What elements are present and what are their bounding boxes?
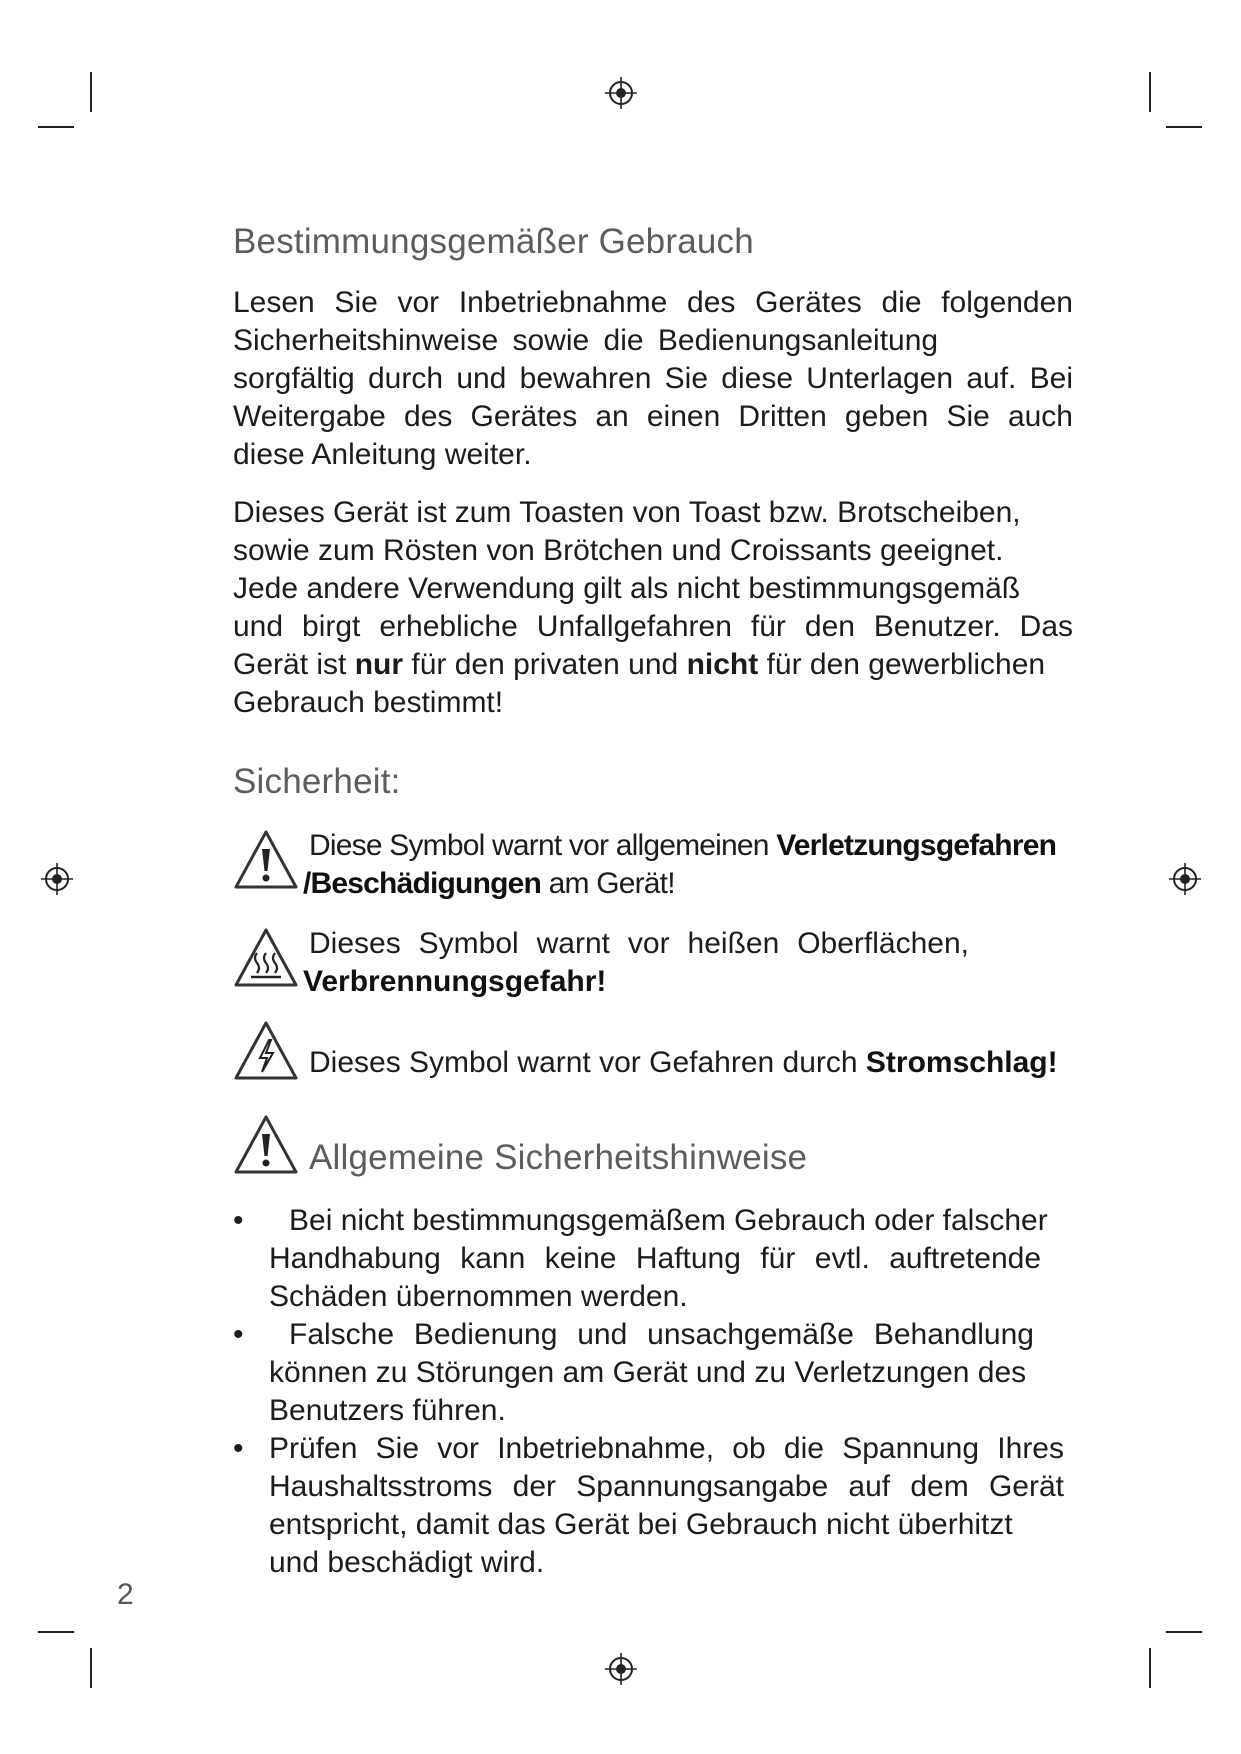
hot-surface-warning-text: Dieses Symbol warnt vor heißen Oberflächen, xyxy=(309,927,969,960)
text-line: Weitergabe des Gerätes an einen Dritten geben Sie auch xyxy=(233,400,1073,433)
registration-mark-icon xyxy=(604,76,638,110)
bullet-icon: • xyxy=(233,1204,244,1237)
intended-use-paragraph-2 xyxy=(233,494,1073,722)
warning-emphasis: Verbrennungsgefahr! xyxy=(303,965,607,998)
warning-text: Diese Symbol warnt vor allgemeinen xyxy=(309,829,777,862)
text-line: Lesen Sie vor Inbetriebnahme des Gerätes die folgenden xyxy=(233,286,1073,319)
text-line: Falsche Bedienung und unsachgemäße Behandlung xyxy=(289,1318,1034,1351)
general-safety-title: Allgemeine Sicherheitshinweise xyxy=(309,1138,808,1177)
warning-text: Dieses Symbol warnt vor Gefahren durch xyxy=(309,1046,866,1079)
registration-mark-icon xyxy=(604,1652,638,1686)
intended-use-paragraph-1 xyxy=(233,284,1073,474)
general-warning-text-line2 xyxy=(303,865,675,903)
text-line: Benutzers führen. xyxy=(269,1394,506,1427)
hot-surface-warning-icon xyxy=(233,927,299,989)
electric-shock-warning-icon xyxy=(233,1020,299,1082)
text-line: Gebrauch bestimmt! xyxy=(233,686,504,719)
text-line: Sicherheitshinweise sowie die Bedienungsanleitung xyxy=(233,324,939,357)
registration-mark-icon xyxy=(40,862,74,896)
text-line: Bei nicht bestimmungsgemäßem Gebrauch oder falscher xyxy=(289,1204,1048,1237)
exclamation-warning-icon xyxy=(233,829,299,891)
text-line: Haushaltsstroms der Spannungsangabe auf dem Gerät xyxy=(269,1470,1064,1503)
text-line: sowie zum Rösten von Brötchen und Croissants geeignet. xyxy=(233,534,1004,567)
warning-emphasis: Stromschlag! xyxy=(865,1046,1058,1079)
emphasis-not: nicht xyxy=(686,648,759,681)
text-line: können zu Störungen am Gerät und zu Verletzungen des xyxy=(269,1356,1027,1389)
text-line: und birgt erhebliche Unfallgefahren für den Benutzer. Das xyxy=(233,610,1073,643)
text-line: Dieses Gerät ist zum Toasten von Toast bzw. Brotscheiben, xyxy=(233,496,1021,529)
exclamation-warning-icon xyxy=(233,1114,299,1176)
text-line: und beschädigt wird. xyxy=(269,1546,545,1579)
list-item-text xyxy=(269,1430,1064,1582)
text-span: Gerät ist xyxy=(233,648,355,681)
page-number: 2 xyxy=(117,1578,134,1611)
electric-shock-warning-text xyxy=(309,1044,1058,1082)
general-safety-heading-row xyxy=(233,1114,1083,1184)
electric-shock-warning-row xyxy=(233,1020,1083,1090)
text-line: entspricht, damit das Gerät bei Gebrauch nicht überhitzt xyxy=(269,1508,1013,1541)
general-warning-text xyxy=(309,827,1056,865)
hot-surface-warning-emphasis xyxy=(303,963,606,1001)
hot-surface-warning-row xyxy=(233,925,1083,1005)
crop-mark xyxy=(38,1631,74,1633)
text-line: Handhabung kann keine Haftung für evtl. auftretende xyxy=(269,1242,1041,1275)
list-item xyxy=(233,1202,1073,1316)
crop-mark xyxy=(1166,126,1202,128)
list-item-text xyxy=(269,1316,1074,1430)
emphasis-only: nur xyxy=(354,648,404,681)
crop-mark xyxy=(38,126,74,128)
safety-title: Sicherheit: xyxy=(233,762,401,801)
text-line: Jede andere Verwendung gilt als nicht bestimmungsgemäß xyxy=(233,572,1021,605)
text-line: diese Anleitung weiter. xyxy=(233,438,532,471)
crop-mark xyxy=(1166,1631,1202,1633)
intended-use-title: Bestimmungsgemäßer Gebrauch xyxy=(233,222,754,261)
text-span: für den privaten und xyxy=(403,648,687,681)
list-item xyxy=(233,1430,1073,1582)
crop-mark xyxy=(1149,1648,1151,1688)
crop-mark xyxy=(90,72,92,112)
text-line xyxy=(233,646,1073,684)
list-item xyxy=(233,1316,1073,1430)
crop-mark xyxy=(90,1648,92,1688)
registration-mark-icon xyxy=(1168,862,1202,896)
text-line: sorgfältig durch und bewahren Sie diese Unterlagen auf. Bei xyxy=(233,362,1073,395)
general-warning-row xyxy=(233,827,1083,907)
general-safety-list xyxy=(233,1202,1073,1582)
bullet-icon: • xyxy=(233,1432,244,1465)
warning-emphasis: /Beschädigungen xyxy=(303,867,542,900)
list-item-text xyxy=(269,1202,1074,1316)
bullet-icon: • xyxy=(233,1318,244,1351)
text-line: Prüfen Sie vor Inbetriebnahme, ob die Spannung Ihres xyxy=(269,1432,1064,1465)
crop-mark xyxy=(1149,72,1151,112)
text-span: für den gewerblichen xyxy=(758,648,1046,681)
warning-emphasis: Verletzungsgefahren xyxy=(776,829,1057,862)
warning-text: am Gerät! xyxy=(541,867,675,900)
intended-use-section xyxy=(233,284,1073,722)
text-line: Schäden übernommen werden. xyxy=(269,1280,688,1313)
